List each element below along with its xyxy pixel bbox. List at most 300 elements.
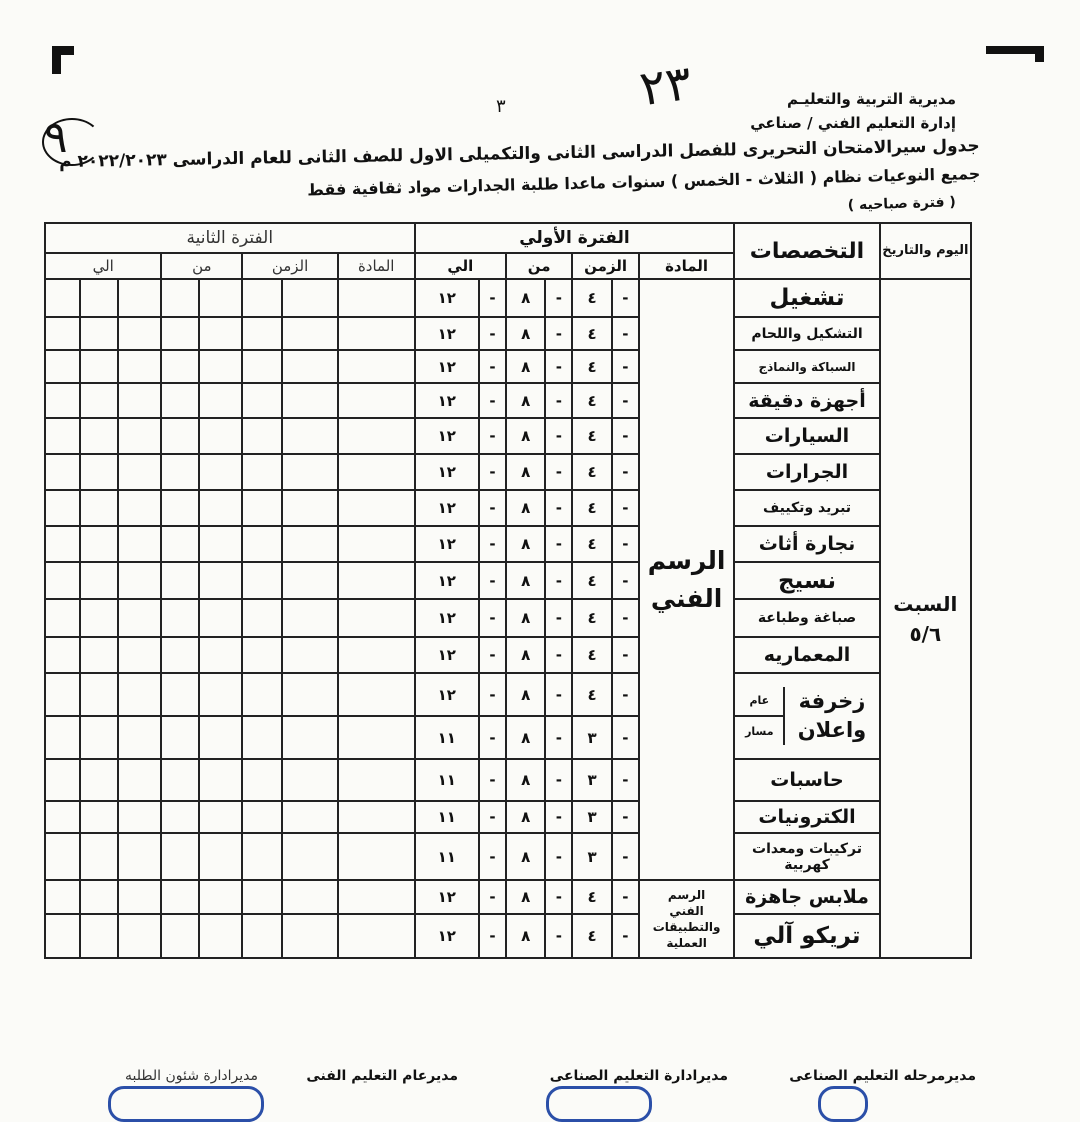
empty-cell xyxy=(282,914,338,958)
dash-cell: - xyxy=(479,350,506,383)
dash-cell: - xyxy=(479,418,506,454)
dash-cell: - xyxy=(479,914,506,958)
table-row xyxy=(45,833,971,880)
empty-cell xyxy=(282,279,338,317)
to-cell: ١٢ xyxy=(415,418,479,454)
empty-cell xyxy=(199,383,243,418)
dash-cell: - xyxy=(545,317,572,350)
from-cell: ٨ xyxy=(506,716,545,759)
empty-cell xyxy=(199,637,243,673)
duration-cell: ٤ xyxy=(572,673,611,716)
dash-cell: - xyxy=(479,637,506,673)
official-stamp xyxy=(818,1086,868,1122)
empty-cell xyxy=(80,673,117,716)
empty-cell xyxy=(199,490,243,526)
empty-cell xyxy=(118,383,162,418)
header-subject: المادة xyxy=(639,253,735,279)
header-time: الزمن xyxy=(572,253,638,279)
dash-cell: - xyxy=(612,383,639,418)
dash-cell: - xyxy=(545,833,572,880)
empty-cell xyxy=(118,454,162,490)
official-stamp xyxy=(108,1086,264,1122)
table-row xyxy=(45,350,971,383)
empty-cell xyxy=(338,880,415,914)
from-cell: ٨ xyxy=(506,350,545,383)
empty-cell xyxy=(45,490,80,526)
empty-cell xyxy=(161,880,198,914)
empty-cell xyxy=(118,418,162,454)
corner-registration-mark xyxy=(52,46,74,74)
to-cell: ١٢ xyxy=(415,350,479,383)
empty-cell xyxy=(242,418,281,454)
empty-cell xyxy=(199,279,243,317)
duration-cell: ٤ xyxy=(572,914,611,958)
dash-cell: - xyxy=(612,914,639,958)
dash-cell: - xyxy=(612,599,639,637)
empty-cell xyxy=(282,317,338,350)
empty-cell xyxy=(80,317,117,350)
empty-cell xyxy=(161,801,198,833)
empty-cell xyxy=(118,599,162,637)
empty-cell xyxy=(242,833,281,880)
specialty-cell xyxy=(734,673,879,759)
empty-cell xyxy=(338,562,415,599)
empty-cell xyxy=(80,759,117,801)
from-cell: ٨ xyxy=(506,599,545,637)
from-cell: ٨ xyxy=(506,759,545,801)
dash-cell: - xyxy=(479,716,506,759)
day-date-cell xyxy=(880,279,971,958)
table-row xyxy=(45,418,971,454)
empty-cell xyxy=(45,526,80,562)
specialty-name: تشغيل xyxy=(734,279,879,317)
empty-cell xyxy=(161,418,198,454)
empty-cell xyxy=(161,716,198,759)
to-cell: ١٢ xyxy=(415,880,479,914)
empty-cell xyxy=(80,526,117,562)
dash-cell: - xyxy=(545,526,572,562)
dash-cell: - xyxy=(545,279,572,317)
dash-cell: - xyxy=(612,454,639,490)
empty-cell xyxy=(118,350,162,383)
dash-cell: - xyxy=(612,759,639,801)
dash-cell: - xyxy=(479,526,506,562)
dash-cell: - xyxy=(479,454,506,490)
from-cell: ٨ xyxy=(506,833,545,880)
empty-cell xyxy=(242,880,281,914)
empty-cell xyxy=(118,526,162,562)
from-cell: ٨ xyxy=(506,317,545,350)
empty-cell xyxy=(242,383,281,418)
schedule-title: جدول سيرالامتحان التحريرى للفصل الدراسى الثانى والتكميلى الاول للصف الثانى للعام الدراسى ٢٠٢٢/٢٠٢٣ م xyxy=(59,136,981,173)
from-cell: ٨ xyxy=(506,383,545,418)
empty-cell xyxy=(199,716,243,759)
specialty-track: مسار xyxy=(745,724,774,738)
table-row xyxy=(45,279,971,317)
empty-cell xyxy=(161,914,198,958)
empty-cell xyxy=(199,673,243,716)
from-cell: ٨ xyxy=(506,673,545,716)
empty-cell xyxy=(161,317,198,350)
empty-cell xyxy=(161,383,198,418)
empty-cell xyxy=(338,637,415,673)
duration-cell: ٣ xyxy=(572,801,611,833)
dash-cell: - xyxy=(545,454,572,490)
table-row xyxy=(45,490,971,526)
empty-cell xyxy=(199,562,243,599)
empty-cell xyxy=(45,759,80,801)
specialty-name: الجرارات xyxy=(734,454,879,490)
header-day-date: اليوم والتاريخ xyxy=(880,223,971,279)
empty-cell xyxy=(199,759,243,801)
empty-cell xyxy=(282,490,338,526)
empty-cell xyxy=(282,418,338,454)
signature-stage-director: مديرمرحله التعليم الصناعى xyxy=(789,1068,976,1084)
table-row xyxy=(45,914,971,958)
empty-cell xyxy=(80,454,117,490)
dash-cell: - xyxy=(545,759,572,801)
dash-cell: - xyxy=(479,599,506,637)
duration-cell: ٤ xyxy=(572,599,611,637)
table-row xyxy=(45,526,971,562)
signature-general-director: مديرعام التعليم الفنى xyxy=(306,1068,458,1084)
empty-cell xyxy=(80,562,117,599)
to-cell: ١٢ xyxy=(415,454,479,490)
dash-cell: - xyxy=(545,418,572,454)
empty-cell xyxy=(282,716,338,759)
from-cell: ٨ xyxy=(506,279,545,317)
handwritten-number-text: ٩ xyxy=(44,112,68,163)
empty-cell xyxy=(199,418,243,454)
table-row xyxy=(45,454,971,490)
empty-cell xyxy=(161,562,198,599)
empty-cell xyxy=(161,599,198,637)
empty-cell xyxy=(242,673,281,716)
empty-cell xyxy=(199,350,243,383)
official-stamp xyxy=(546,1086,652,1122)
empty-cell xyxy=(118,716,162,759)
dash-cell: - xyxy=(612,350,639,383)
dash-cell: - xyxy=(612,880,639,914)
header-to-p2: الي xyxy=(45,253,161,279)
empty-cell xyxy=(282,637,338,673)
dash-cell: - xyxy=(479,880,506,914)
specialty-name: السباكة والنماذج xyxy=(734,350,879,383)
empty-cell xyxy=(242,914,281,958)
empty-cell xyxy=(80,637,117,673)
duration-cell: ٣ xyxy=(572,716,611,759)
signature-student-affairs: مديرادارة شئون الطلبه xyxy=(125,1068,258,1084)
from-cell: ٨ xyxy=(506,637,545,673)
specialty-name: ملابس جاهزة xyxy=(734,880,879,914)
empty-cell xyxy=(242,526,281,562)
duration-cell: ٤ xyxy=(572,562,611,599)
duration-cell: ٤ xyxy=(572,880,611,914)
specialty-track: عام xyxy=(735,687,783,717)
empty-cell xyxy=(45,279,80,317)
empty-cell xyxy=(80,418,117,454)
empty-cell xyxy=(199,914,243,958)
dash-cell: - xyxy=(612,490,639,526)
empty-cell xyxy=(282,833,338,880)
dash-cell: - xyxy=(545,562,572,599)
empty-cell xyxy=(80,716,117,759)
to-cell: ١٢ xyxy=(415,562,479,599)
empty-cell xyxy=(242,317,281,350)
empty-cell xyxy=(199,317,243,350)
dash-cell: - xyxy=(479,279,506,317)
header-first-period: الفترة الأولي xyxy=(415,223,735,253)
empty-cell xyxy=(118,801,162,833)
empty-cell xyxy=(80,350,117,383)
duration-cell: ٤ xyxy=(572,279,611,317)
header-second-period: الفترة الثانية xyxy=(45,223,415,253)
empty-cell xyxy=(80,833,117,880)
from-cell: ٨ xyxy=(506,562,545,599)
empty-cell xyxy=(45,418,80,454)
day-name: السبت xyxy=(893,591,958,616)
table-row xyxy=(45,562,971,599)
table-row xyxy=(45,383,971,418)
to-cell: ١١ xyxy=(415,801,479,833)
from-cell: ٨ xyxy=(506,914,545,958)
empty-cell xyxy=(282,350,338,383)
table-row xyxy=(45,759,971,801)
dash-cell: - xyxy=(612,637,639,673)
subject-line: الرسم xyxy=(667,887,706,902)
from-cell: ٨ xyxy=(506,490,545,526)
empty-cell xyxy=(80,914,117,958)
duration-cell: ٣ xyxy=(572,759,611,801)
duration-cell: ٤ xyxy=(572,526,611,562)
dash-cell: - xyxy=(545,673,572,716)
to-cell: ١٢ xyxy=(415,637,479,673)
dash-cell: - xyxy=(479,490,506,526)
empty-cell xyxy=(45,350,80,383)
empty-cell xyxy=(199,801,243,833)
empty-cell xyxy=(338,490,415,526)
duration-cell: ٤ xyxy=(572,350,611,383)
empty-cell xyxy=(118,914,162,958)
exam-schedule-table xyxy=(44,222,972,959)
empty-cell xyxy=(338,454,415,490)
empty-cell xyxy=(161,833,198,880)
duration-cell: ٤ xyxy=(572,637,611,673)
dash-cell: - xyxy=(612,279,639,317)
empty-cell xyxy=(199,526,243,562)
empty-cell xyxy=(338,418,415,454)
dash-cell: - xyxy=(479,562,506,599)
empty-cell xyxy=(338,383,415,418)
administration-title: إدارة التعليم الفني / صناعي xyxy=(750,114,956,132)
empty-cell xyxy=(80,801,117,833)
empty-cell xyxy=(45,914,80,958)
empty-cell xyxy=(118,317,162,350)
dash-cell: - xyxy=(545,383,572,418)
schedule-subtitle: جميع النوعيات نظام ( الثلاث - الخمس ) سنوات ماعدا طلبة الجدارات مواد ثقافية فقط xyxy=(306,164,981,200)
dash-cell: - xyxy=(479,673,506,716)
empty-cell xyxy=(118,562,162,599)
specialty-name: زخرفة واعلان xyxy=(797,688,867,742)
day-date: ٥/٦ xyxy=(909,621,942,646)
empty-cell xyxy=(338,526,415,562)
empty-cell xyxy=(118,673,162,716)
empty-cell xyxy=(338,317,415,350)
empty-cell xyxy=(242,759,281,801)
to-cell: ١١ xyxy=(415,759,479,801)
to-cell: ١٢ xyxy=(415,914,479,958)
dash-cell: - xyxy=(612,833,639,880)
empty-cell xyxy=(45,673,80,716)
dash-cell: - xyxy=(545,637,572,673)
header-subject-p2: المادة xyxy=(338,253,415,279)
signature-industrial-director: مديرادارة التعليم الصناعى xyxy=(549,1068,728,1084)
from-cell: ٨ xyxy=(506,526,545,562)
subject-line: الرسم xyxy=(647,546,726,575)
dash-cell: - xyxy=(612,716,639,759)
empty-cell xyxy=(80,279,117,317)
dash-cell: - xyxy=(479,801,506,833)
dash-cell: - xyxy=(545,801,572,833)
empty-cell xyxy=(118,637,162,673)
subject-cell xyxy=(639,279,735,880)
empty-cell xyxy=(161,759,198,801)
empty-cell xyxy=(282,383,338,418)
empty-cell xyxy=(242,801,281,833)
empty-cell xyxy=(161,279,198,317)
empty-cell xyxy=(45,317,80,350)
empty-cell xyxy=(242,716,281,759)
session-note: ( فترة صباحيه ) xyxy=(847,194,957,214)
subject-line: العملية xyxy=(666,936,707,951)
empty-cell xyxy=(45,637,80,673)
empty-cell xyxy=(242,279,281,317)
header-specialties: التخصصات xyxy=(734,223,879,279)
empty-cell xyxy=(199,833,243,880)
page-number: ٣ xyxy=(496,96,506,117)
empty-cell xyxy=(199,454,243,490)
empty-cell xyxy=(80,599,117,637)
table-row xyxy=(45,801,971,833)
dash-cell: - xyxy=(612,801,639,833)
specialty-name: الكترونيات xyxy=(734,801,879,833)
empty-cell xyxy=(199,599,243,637)
corner-registration-mark xyxy=(986,46,1044,62)
specialty-name: السيارات xyxy=(734,418,879,454)
to-cell: ١٢ xyxy=(415,526,479,562)
subject-cell xyxy=(639,880,735,958)
empty-cell xyxy=(338,673,415,716)
dash-cell: - xyxy=(545,716,572,759)
table-row xyxy=(45,637,971,673)
empty-cell xyxy=(242,350,281,383)
empty-cell xyxy=(118,490,162,526)
empty-cell xyxy=(338,599,415,637)
empty-cell xyxy=(45,880,80,914)
empty-cell xyxy=(161,637,198,673)
empty-cell xyxy=(80,383,117,418)
specialty-name: نجارة أثاث xyxy=(734,526,879,562)
specialty-name: التشكيل واللحام xyxy=(734,317,879,350)
empty-cell xyxy=(282,454,338,490)
dash-cell: - xyxy=(545,350,572,383)
dash-cell: - xyxy=(479,317,506,350)
empty-cell xyxy=(118,759,162,801)
from-cell: ٨ xyxy=(506,880,545,914)
specialty-name: أجهزة دقيقة xyxy=(734,383,879,418)
empty-cell xyxy=(45,383,80,418)
empty-cell xyxy=(338,716,415,759)
header-from-p2: من xyxy=(161,253,242,279)
empty-cell xyxy=(118,279,162,317)
dash-cell: - xyxy=(545,599,572,637)
empty-cell xyxy=(161,490,198,526)
empty-cell xyxy=(242,562,281,599)
duration-cell: ٤ xyxy=(572,454,611,490)
empty-cell xyxy=(338,833,415,880)
empty-cell xyxy=(282,526,338,562)
empty-cell xyxy=(118,880,162,914)
handwritten-number: ٢٣ xyxy=(636,54,696,118)
empty-cell xyxy=(242,490,281,526)
empty-cell xyxy=(338,801,415,833)
empty-cell xyxy=(80,880,117,914)
empty-cell xyxy=(161,454,198,490)
empty-cell xyxy=(338,279,415,317)
from-cell: ٨ xyxy=(506,801,545,833)
dash-cell: - xyxy=(545,880,572,914)
to-cell: ١٢ xyxy=(415,673,479,716)
from-cell: ٨ xyxy=(506,418,545,454)
to-cell: ١١ xyxy=(415,716,479,759)
duration-cell: ٤ xyxy=(572,317,611,350)
dash-cell: - xyxy=(612,418,639,454)
empty-cell xyxy=(45,716,80,759)
to-cell: ١٢ xyxy=(415,317,479,350)
dash-cell: - xyxy=(612,317,639,350)
duration-cell: ٤ xyxy=(572,383,611,418)
empty-cell xyxy=(161,350,198,383)
table-row xyxy=(45,317,971,350)
to-cell: ١٢ xyxy=(415,383,479,418)
subject-line: الفني xyxy=(650,583,723,613)
empty-cell xyxy=(45,562,80,599)
empty-cell xyxy=(161,526,198,562)
dash-cell: - xyxy=(479,383,506,418)
empty-cell xyxy=(118,833,162,880)
specialty-name: صباغة وطباعة xyxy=(734,599,879,637)
empty-cell xyxy=(161,673,198,716)
dash-cell: - xyxy=(545,490,572,526)
empty-cell xyxy=(242,599,281,637)
empty-cell xyxy=(282,673,338,716)
dash-cell: - xyxy=(479,833,506,880)
specialty-name: تركيبات ومعدات كهربية xyxy=(734,833,879,880)
directorate-title: مديرية التربية والتعليـم xyxy=(787,90,956,108)
to-cell: ١٢ xyxy=(415,279,479,317)
empty-cell xyxy=(338,759,415,801)
duration-cell: ٣ xyxy=(572,833,611,880)
empty-cell xyxy=(242,454,281,490)
empty-cell xyxy=(45,801,80,833)
empty-cell xyxy=(282,880,338,914)
to-cell: ١٢ xyxy=(415,599,479,637)
empty-cell xyxy=(199,880,243,914)
specialty-name: حاسبات xyxy=(734,759,879,801)
specialty-name: المعماريه xyxy=(734,637,879,673)
subject-line: الفني xyxy=(669,903,704,918)
empty-cell xyxy=(338,350,415,383)
